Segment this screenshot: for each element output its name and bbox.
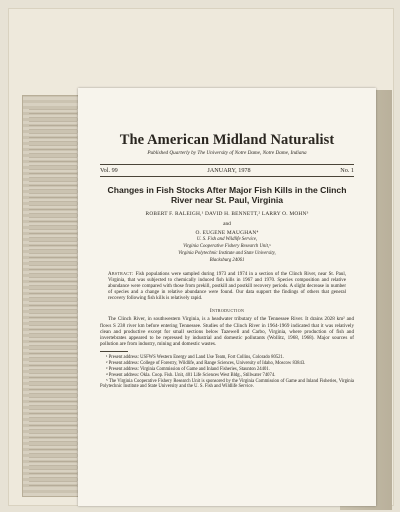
abstract — [108, 272, 346, 302]
footnote: ³ Present address: Virginia Commission of Game and Inland Fisheries, Staunton 24401. — [106, 367, 270, 373]
abstract-text: Fish populations were sampled during 1973 and 1974 in a section of the Clinch River, near St. Paul, Virginia, that was subjected to chemically induced fish kills in 1967 and 1970. Species composition and relative abundance were compared with those from prekill, postkill and postkill recovery periods. A slight decrease in number of species and a change in relative abundance were found. Our data support the findings of others that general recovery following fish kills is relatively rapid. — [108, 272, 346, 302]
footnote: ¹ Present address: USFWS Western Energy and Land Use Team, Fort Collins, Colorado 80521. — [106, 355, 285, 361]
author-conjunction: and — [223, 221, 231, 227]
footnote: ² Present address: College of Forestry, Wildlife, and Range Sciences, University of Idaho, Moscow 83843. — [106, 361, 306, 367]
newspaper-clipping — [22, 95, 86, 497]
article-title: Changes in Fish Stocks After Major Fish Kills in the Clinch River near St. Paul, Virginia — [107, 185, 347, 205]
issue-info — [100, 164, 354, 177]
abstract-label: Abstract: — [108, 272, 134, 277]
introduction-text: The Clinch River, in southwestern Virginia, is a headwater tributary of the Tennessee River. It drains 2028 km² and flows S 238 river km before entering Tennessee. Studies of the Clinch River in 1964-1969 indicated that it was relatively clean and productive except for small sections below Tazewell and Carbo, Virginia, where production of fish and invertebrates appeared to be repressed by industrial and domestic pollutants (Wollitz, 1968, 1968). Major sources of pollution are from industry, mining and domestic wastes. — [100, 316, 354, 348]
affiliation-line: Blacksburg 24061 — [209, 258, 245, 263]
issue-date: JANUARY, 1978 — [207, 167, 251, 174]
affiliation-line: Virginia Polytechnic Institute and State University, — [178, 251, 276, 256]
footnote: ⁴ Present address: Okla. Coop. Fish. Unit, 401 Life Sciences West Bldg., Stillwater 74074. — [106, 372, 276, 378]
issue-number: No. 1 — [340, 167, 354, 174]
introduction-heading: Introduction — [209, 308, 245, 315]
volume-label: Vol. 99 — [100, 167, 118, 174]
affiliation-line: Virginia Cooperative Fishery Research Unit,⁵ — [183, 244, 271, 249]
footnote-rule — [100, 351, 128, 352]
author-fourth: O. EUGENE MAUGHAN⁴ — [195, 230, 259, 236]
author-list: ROBERT F. RALEIGH,¹ DAVID H. BENNETT,² LARRY O. MOHN³ — [145, 211, 309, 217]
journal-page — [78, 88, 376, 506]
journal-title: The American Midland Naturalist — [119, 132, 335, 148]
affiliation-line: U. S. Fish and Wildlife Service, — [196, 237, 258, 242]
clipping-text-lines — [29, 106, 77, 486]
journal-subtitle: Published Quarterly by The University of Notre Dame, Notre Dame, Indiana — [147, 150, 307, 156]
affiliation-block — [100, 237, 354, 264]
footnote: ⁵ The Virginia Cooperative Fishery Research Unit is sponsored by the Virginia Commission of Game and Inland Fisheries, Virginia Polytechnic Institute and State University and the U. S. Fish and Wildlife Service. — [100, 378, 354, 390]
